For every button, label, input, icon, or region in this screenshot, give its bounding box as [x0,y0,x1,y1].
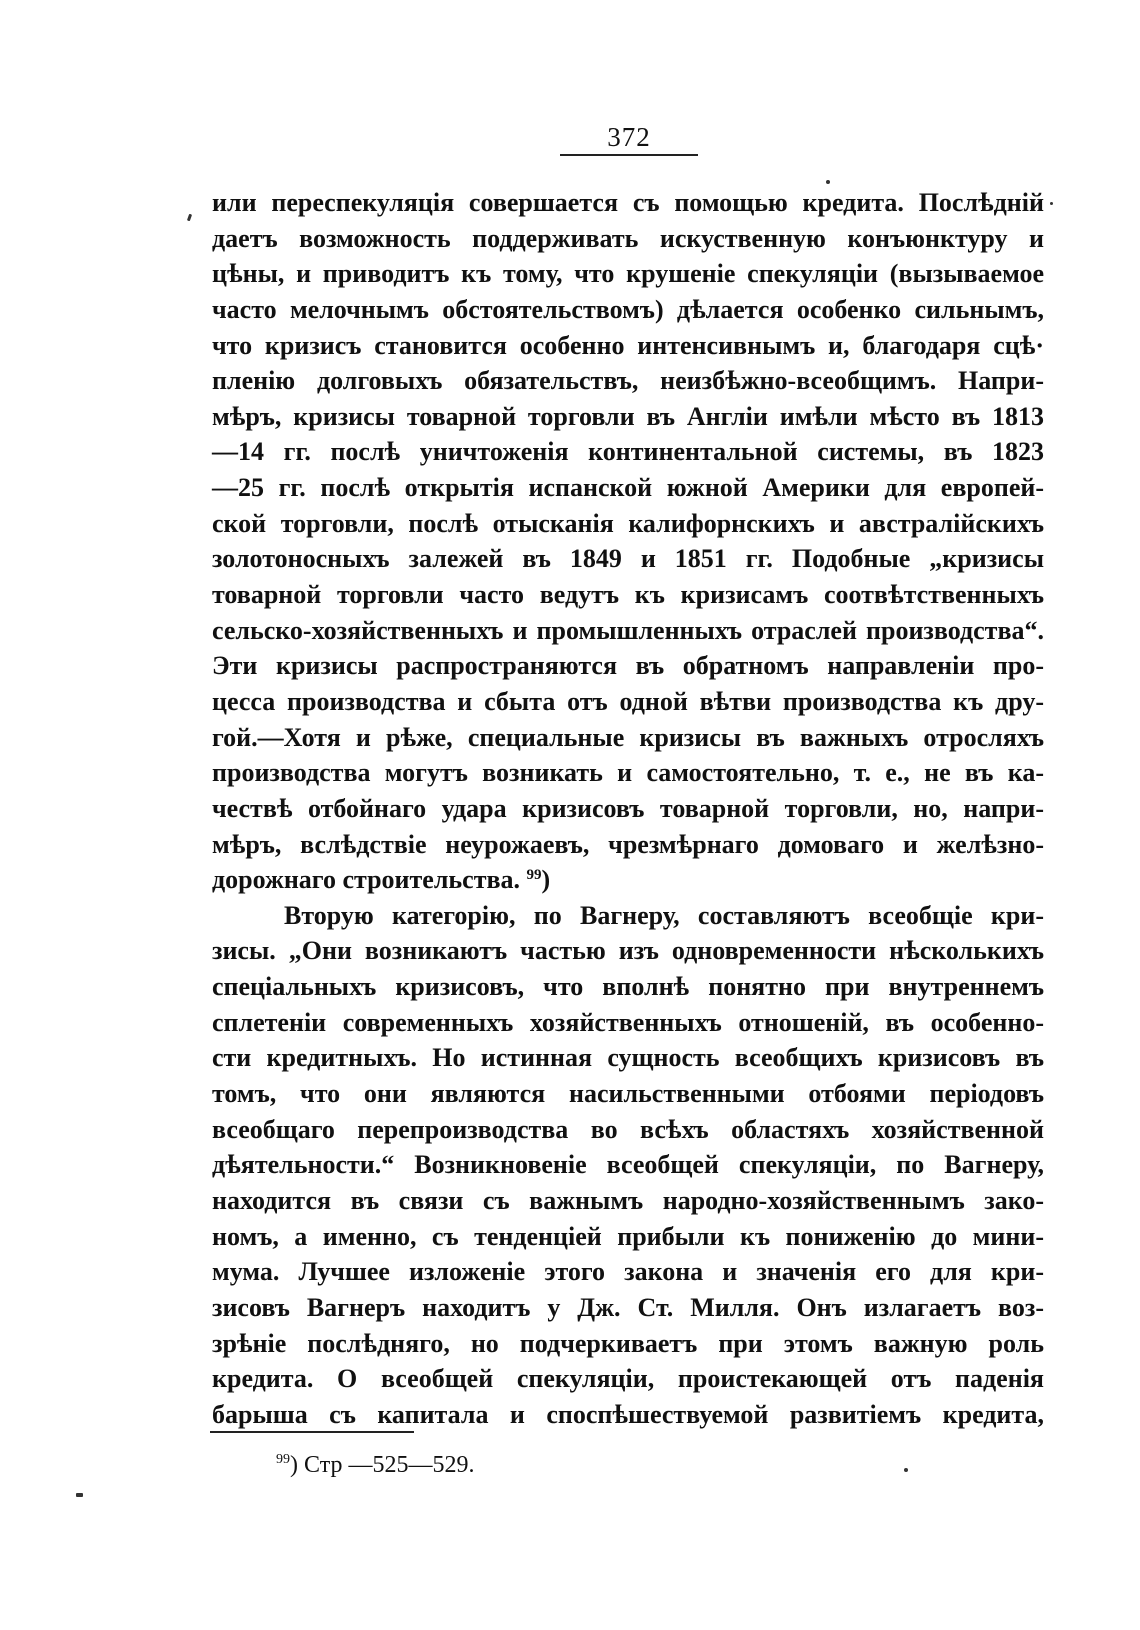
text-line: цѣны, и приводитъ къ тому, что крушеніе спекуляціи (вызываемое [212,259,1044,289]
text-line: золотоносныхъ залежей въ 1849 и 1851 гг. Подобные „кризисы [212,544,1044,574]
text-line: всеобщаго перепроизводства во всѣхъ областяхъ хозяйственной [212,1114,1044,1144]
text-line-content: дорожнаго строительства. [212,865,527,895]
text-line: сплетеніи современныхъ хозяйственныхъ отношеній, въ особенно- [212,1007,1044,1037]
text-line: спеціальныхъ кризисовъ, что вполнѣ понятно при внутреннемъ [212,972,1044,1002]
text-line: —14 гг. послѣ уничтоженія континентальной системы, въ 1823 [212,437,1044,467]
paragraph-first-line: Вторую категорію, по Вагнеру, составляютъ всеобщіе кри- [284,900,1044,930]
scan-speck [904,1468,908,1472]
footnote-text: Стр —525—529. [298,1452,475,1478]
footnote-reference: 99 [526,867,542,884]
text-line: зисовъ Вагнеръ находитъ у Дж. Ст. Милля. Онъ излагаетъ воз- [212,1292,1044,1322]
footnote-rule [210,1431,414,1433]
text-line-with-footnote-ref [212,862,1044,898]
text-line: цесса производства и сбыта отъ одной вѣтви производства къ дру- [212,686,1044,716]
text-line: кредита. О всеобщей спекуляціи, проистекающей отъ паденія [212,1364,1044,1394]
scan-speck [187,214,192,222]
page-number: 372 [607,122,651,152]
text-line: сельско-хозяйственныхъ и промышленныхъ отраслей производства“. [212,615,1044,645]
page-number-rule [560,154,698,156]
text-line: товарной торговли часто ведутъ къ кризисамъ соотвѣтственныхъ [212,580,1044,610]
footnote-bracket: ) [290,1452,298,1478]
footnote [276,1450,474,1480]
text-line: или переспекуляція совершается съ помощью кредита. Послѣдній [212,188,1044,217]
text-line: Эти кризисы распространяются въ обратномъ направленіи про- [212,651,1044,681]
text-line: производства могутъ возникать и самостоятельно, т. е., не въ ка- [212,758,1044,788]
text-line: —25 гг. послѣ открытія испанской южной Америки для европей- [212,473,1044,503]
footnote-ref-bracket: ) [541,865,551,895]
text-line: барыша съ капитала и споспѣшествуемой развитіемъ кредита, [212,1399,1044,1429]
scan-speck [1050,202,1053,205]
text-line: сти кредитныхъ. Но истинная сущность всеобщихъ кризисовъ въ [212,1043,1044,1073]
text-line: даетъ возможность поддерживать искуственную конъюнктуру и [212,223,1044,253]
text-line: что кризисъ становится особенно интенсивнымъ и, благодаря сцѣ· [212,330,1044,360]
text-line: мѣръ, кризисы товарной торговли въ Англіи имѣли мѣсто въ 1813 [212,401,1044,431]
text-line: гой.—Хотя и рѣже, специальные кризисы въ важныхъ отросляхъ [212,722,1044,752]
text-line: находится въ связи съ важнымъ народно-хозяйственнымъ зако- [212,1185,1044,1215]
text-line: чествѣ отбойнаго удара кризисовъ товарной торговли, но, напри- [212,793,1044,823]
text-line: дѣятельности.“ Возникновеніе всеобщей спекуляціи, по Вагнеру, [212,1150,1044,1180]
text-line: зрѣніе послѣдняго, но подчеркиваетъ при этомъ важную роль [212,1328,1044,1358]
body-text [212,185,1044,1432]
scan-speck [826,180,830,184]
text-line: мѣръ, вслѣдствіе неурожаевъ, чрезмѣрнаго домоваго и желѣзно- [212,829,1044,859]
text-line: пленію долговыхъ обязательствъ, неизбѣжно-всеобщимъ. Напри- [212,366,1044,396]
text-line: номъ, а именно, съ тенденціей прибыли къ пониженію до мини- [212,1221,1044,1251]
text-line: мума. Лучшее изложеніе этого закона и значенія его для кри- [212,1257,1044,1287]
text-line: зисы. „Они возникаютъ частью изъ одновременности нѣсколькихъ [212,936,1044,966]
text-line: часто мелочнымъ обстоятельствомъ) дѣлается особенко сильнымъ, [212,294,1044,324]
scan-speck [76,1493,83,1497]
footnote-mark: 99 [276,1452,290,1467]
text-line: ской торговли, послѣ отысканія калифорнскихъ и австралійскихъ [212,508,1044,538]
text-line: томъ, что они являются насильственными отбоями періодовъ [212,1079,1044,1109]
